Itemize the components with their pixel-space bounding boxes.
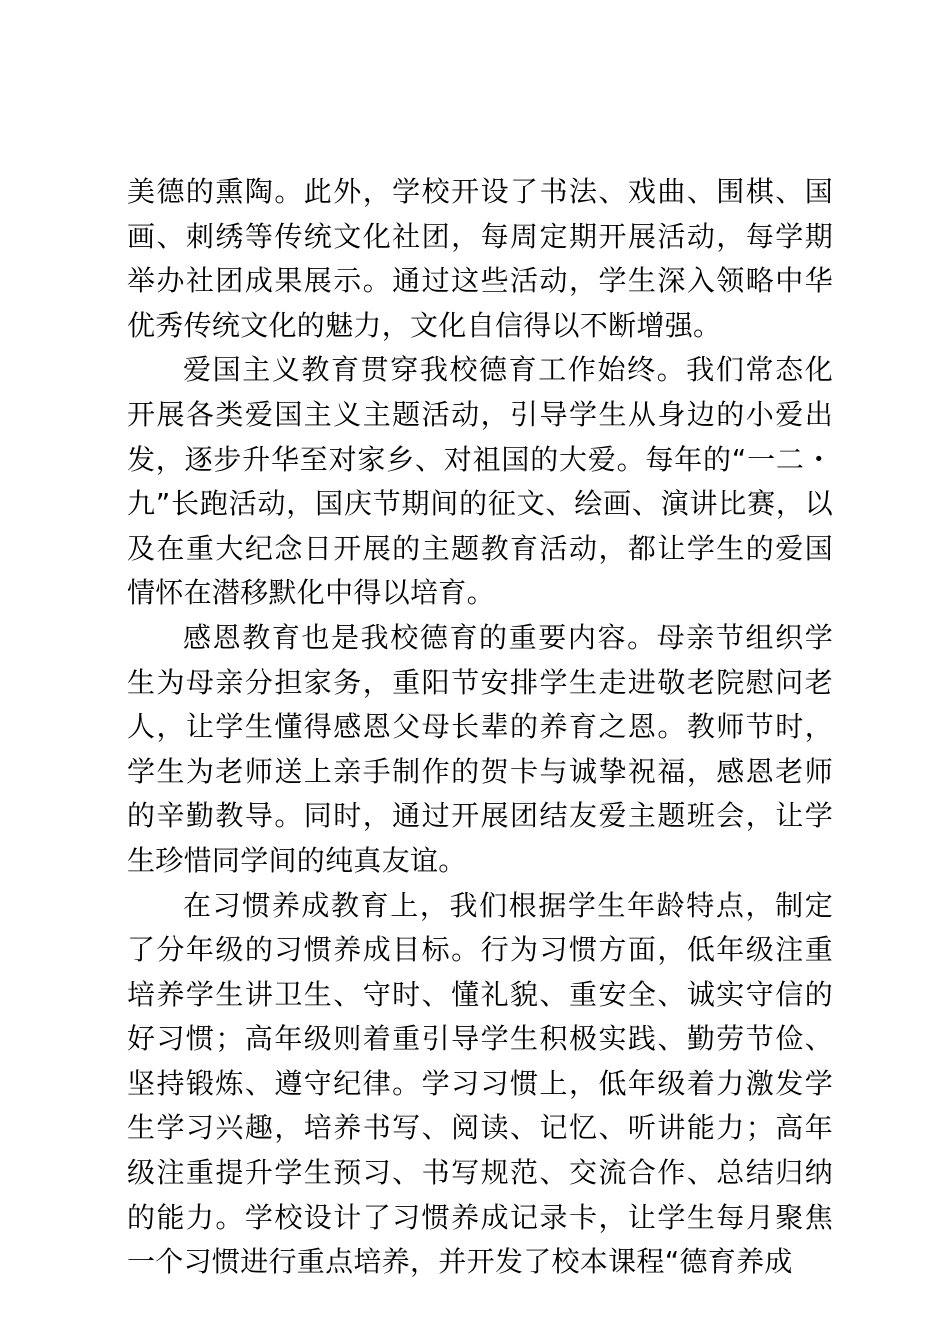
paragraph-gratitude: 感恩教育也是我校德育的重要内容。母亲节组织学生为母亲分担家务，重阳节安排学生走进敬老院慰问老人，让学生懂得感恩父母长辈的养育之恩。教师节时，学生为老师送上亲手制作的贺卡与诚挚祝福，感恩老师的辛勤教导。同时，通过开展团结友爱主题班会，让学生珍惜同学间的纯真友谊。	[127, 620, 833, 877]
paragraph-continuation: 美德的熏陶。此外，学校开设了书法、戏曲、围棋、国画、刺绣等传统文化社团，每周定期开展活动，每学期举办社团成果展示。通过这些活动，学生深入领略中华优秀传统文化的魅力，文化自信得以不断增强。	[127, 175, 833, 342]
paragraph-habits: 在习惯养成教育上，我们根据学生年龄特点，制定了分年级的习惯养成目标。行为习惯方面，低年级注重培养学生讲卫生、守时、懂礼貌、重安全、诚实守信的好习惯；高年级则着重引导学生积极实践、勤劳节俭、坚持锻炼、遵守纪律。学习习惯上，低年级着力激发学生学习兴趣，培养书写、阅读、记忆、听讲能力；高年级注重提升学生预习、书写规范、交流合作、总结归纳的能力。学校设计了习惯养成记录卡，让学生每月聚焦一个习惯进行重点培养，并开发了校本课程“德育养成	[127, 888, 833, 1279]
document-body	[127, 170, 833, 1285]
paragraph-patriotism: 爱国主义教育贯穿我校德育工作始终。我们常态化开展各类爱国主义主题活动，引导学生从身边的小爱出发，逐步升华至对家乡、对祖国的大爱。每年的“一二・九”长跑活动，国庆节期间的征文、绘画、演讲比赛，以及在重大纪念日开展的主题教育活动，都让学生的爱国情怀在潜移默化中得以培育。	[127, 353, 833, 610]
